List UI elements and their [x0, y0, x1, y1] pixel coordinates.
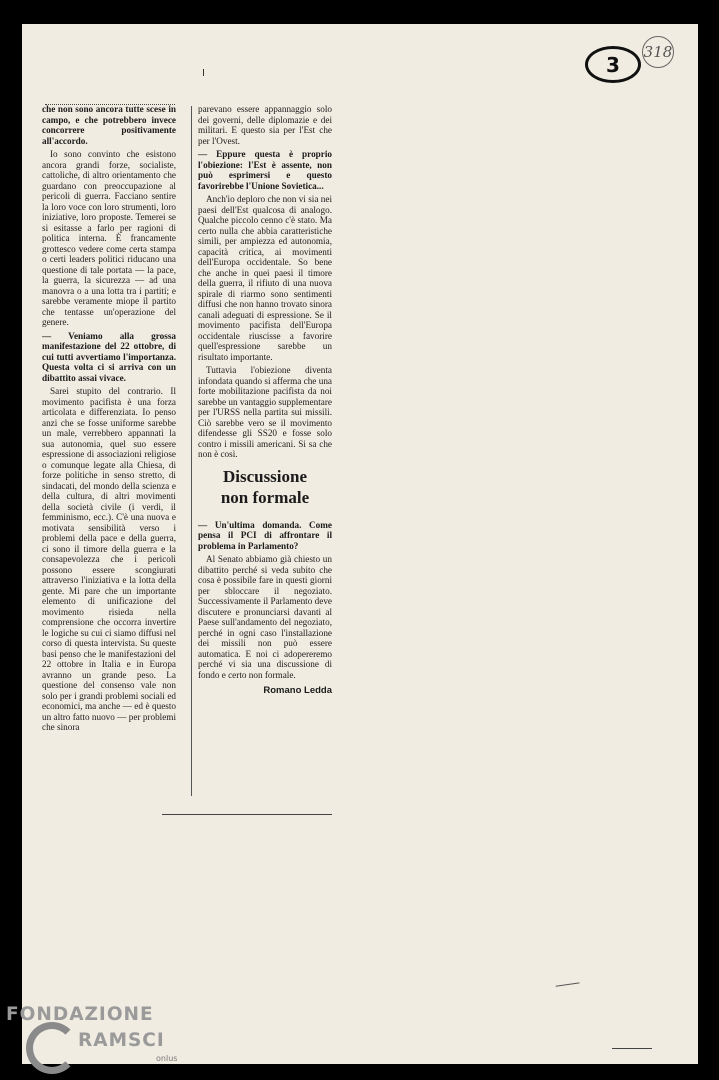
archive-sheet: [22, 24, 698, 1064]
watermark-line-3: onlus: [156, 1054, 178, 1063]
article-paragraph: Tuttavia l'obiezione diventa infondata quando si afferma che una forte mobilitazione pacifista da noi sarebbe un vantaggio supplementare per l'URSS nella partita sui missili. Ciò sarebbe vero se il movimento difendesse gli SS20 e fosse solo contro i missili americani. Si sa che non è così.: [198, 365, 332, 459]
circled-number-mark: [585, 46, 641, 83]
article-paragraph: che non sono ancora tutte scese in campo, e che potrebbero invece concorrere positivamente all'accordo.: [42, 104, 176, 146]
article-column-left: [42, 104, 176, 736]
author-signature: Romano Ledda: [263, 685, 332, 696]
subheadline-line-2: non formale: [220, 487, 310, 507]
page-number: 318: [643, 43, 673, 61]
fondazione-gramsci-watermark: [6, 1000, 196, 1080]
article-paragraph: — Veniamo alla grossa manifestazione del 22 ottobre, di cui tutti avvertiamo l'importanza. Questa volta ci si arriva con un dibattito assai vivace.: [42, 330, 176, 383]
newspaper-clipping: [42, 104, 332, 819]
circled-number: 3: [606, 52, 620, 77]
gramsci-g-logo-icon: [26, 1022, 78, 1074]
article-subheadline: [198, 466, 332, 508]
clipping-bottom-rule: [162, 814, 332, 815]
pen-line: [612, 1048, 652, 1049]
article-paragraph: parevano essere appannaggio solo dei governi, delle diplomazie e dei militari. E questo sia per l'Est che per l'Ovest.: [198, 104, 332, 146]
article-paragraph: Io sono convinto che esistono ancora grandi forze, socialiste, cattoliche, di altro orientamento che guardano con preoccupazione al pericoli di guerra. Facciano sentire la loro voce con loro strumenti, loro iniziative, loro proposte. Temerei se si esitasse a farlo per ragioni di politica interna. È francamente grottesco vedere come certa stampa o certi leaders politici riducano una questione di tale portata — la pace, la guerra, la sicurezza — ad una manovra o a una lotta tra i partiti; e sarebbe veramente miope il partito che tentasse un'operazione del genere.: [42, 149, 176, 327]
watermark-line-2: RAMSCI: [78, 1030, 165, 1051]
article-paragraph: Sarei stupito del contrario. Il movimento pacifista è una forza articolata e differenziata. Io penso anzi che se fosse uniforme sarebbe un male, verrebbero appannati la sua autonomia, quel suo essere espressione di associazioni religiose o comunque legate alla Chiesa, di forze politiche in senso stretto, di sindacati, del mondo della scienza e della cultura, di altri movimenti della società civile (i verdi, il femminismo, ecc.). C'è una nuova e motivata sensibilità verso i problemi della pace e della guerra, ci sono il timore della guerra e la consapevolezza che i pericoli possono essere scongiurati attraverso l'iniziativa e la lotta della gente. Mi pare che un importante elemento di unificazione del movimento risieda nella comprensione che occorra invertire le logiche su cui ci siamo diffusi nel corso di questa intervista. Su queste basi penso che le manifestazioni del 22 ottobre in Italia e in Europa avranno un grande peso. La questione del consenso vale non solo per i grandi problemi sociali ed economici, ma anche — ed è questo un altro fatto nuovo — per problemi che sinora: [42, 386, 176, 732]
page-number-mark: [642, 36, 674, 68]
pen-scribble: [556, 982, 581, 992]
article-column-right: [198, 104, 332, 697]
article-paragraph: — Eppure questa è proprio l'obiezione: l'Est è assente, non può esprimersi e questo favorirebbe l'Unione Sovietica...: [198, 149, 332, 191]
column-rule: [191, 106, 192, 796]
pencil-tick: [203, 69, 204, 76]
article-paragraph: — Un'ultima domanda. Come pensa il PCI di affrontare il problema in Parlamento?: [198, 519, 332, 551]
watermark-line-1: FONDAZIONE: [6, 1004, 154, 1025]
subheadline-line-1: Discussione: [222, 466, 308, 486]
article-paragraph: Al Senato abbiamo già chiesto un dibattito perché si veda subito che cosa è possibile fare in questi giorni per sbloccare il negoziato. Successivamente il Parlamento deve discutere e pronunciarsi davanti al Paese sull'andamento del negoziato, perché in ogni caso l'installazione dei missili non può essere automatica. E noi ci adopereremo perché vi sia una discussione di fondo e certo non formale.: [198, 554, 332, 680]
article-paragraph: Anch'io deploro che non vi sia nei paesi dell'Est qualcosa di analogo. Qualche piccolo cenno c'è stato. Ma certo nulla che abbia caratteristiche simili, per ampiezza ed autonomia, capacità critica, ai movimenti dell'Europa occidentale. So bene che anche in quei paesi il timore della guerra, il rifiuto di una nuova spirale di riarmo sono sentimenti diffusi che non hanno trovato sinora canali adeguati di espressione. Se il movimento pacifista dell'Europa occidentale riuscisse a favorire quell'espressione sarebbe un risultato importante.: [198, 194, 332, 362]
